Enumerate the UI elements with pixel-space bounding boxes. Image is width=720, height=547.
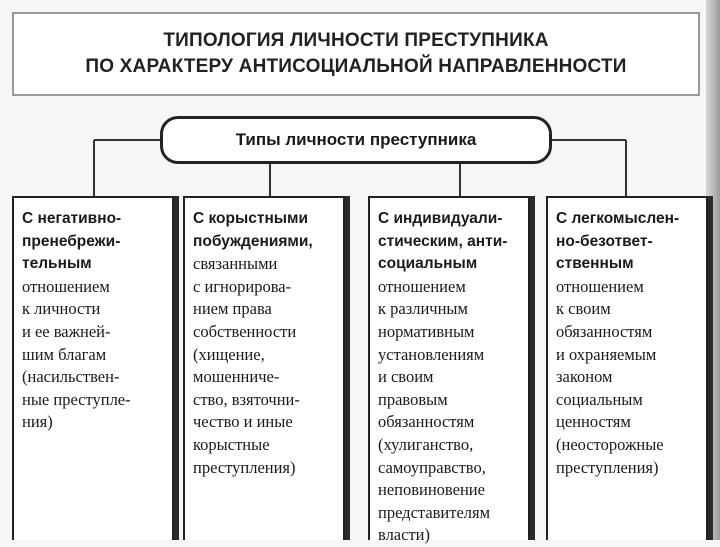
- type-heading-line: но-безответ-: [556, 232, 653, 250]
- type-description-line: связанными: [193, 254, 278, 274]
- type-description-line: правовым: [378, 389, 448, 409]
- type-description-line: нормативным: [378, 321, 475, 341]
- diagram-title-line-2: ПО ХАРАКТЕРУ АНТИСОЦИАЛЬНОЙ НАПРАВЛЕННОСТИ: [85, 56, 627, 77]
- type-heading-line: стическим, анти-: [378, 232, 508, 250]
- type-description-line: нием права: [193, 299, 272, 319]
- type-description-line: и ее важней-: [22, 321, 111, 341]
- type-heading-line: С индивидуали-: [378, 210, 503, 227]
- type-description-line: преступления): [556, 457, 659, 477]
- type-description-line: обязанностям: [556, 321, 653, 341]
- diagram-title-line-1: ТИПОЛОГИЯ ЛИЧНОСТИ ПРЕСТУПНИКА: [163, 30, 549, 51]
- type-description-line: законом: [556, 367, 613, 387]
- type-description-line: к своим: [556, 299, 611, 319]
- type-description-line: самоуправство,: [378, 457, 486, 477]
- type-description-line: (насильствен-: [22, 367, 120, 387]
- type-description-line: ство, взяточни-: [193, 389, 300, 409]
- type-description-line: ные преступле-: [22, 389, 131, 409]
- type-description-line: шим благам: [22, 344, 107, 364]
- type-description-line: социальным: [556, 389, 643, 409]
- type-box-1: [12, 196, 174, 540]
- root-node-label: Типы личности преступника: [235, 130, 477, 149]
- type-heading-line: побуждениями,: [193, 232, 313, 250]
- type-description-line: мошенниче-: [193, 367, 280, 387]
- type-description-line: и охраняемым: [556, 344, 657, 364]
- type-box-3: [368, 196, 530, 545]
- type-description-line: власти): [378, 525, 430, 545]
- root-node-box: [160, 116, 552, 164]
- type-heading-line: пренебрежи-: [22, 232, 121, 250]
- type-description-line: неповиновение: [378, 480, 485, 500]
- type-box-4: [546, 196, 708, 540]
- type-description-line: с игнорирова-: [193, 276, 292, 296]
- type-heading-line: социальным: [378, 255, 478, 273]
- type-heading-line: ственным: [556, 255, 634, 273]
- type-description-line: к личности: [22, 299, 101, 319]
- type-description-line: чество и иные: [193, 412, 293, 432]
- type-description-line: (хулиганство,: [378, 434, 474, 454]
- type-description-line: ния): [22, 412, 53, 432]
- type-description-line: (неосторожные: [556, 434, 664, 454]
- type-description-line: представителям: [378, 502, 491, 522]
- type-description-line: ценностям: [556, 412, 631, 432]
- type-description-line: отношением: [22, 276, 110, 296]
- type-description-line: установлениям: [378, 344, 485, 364]
- type-description-line: обязанностям: [378, 412, 475, 432]
- type-box-2: [183, 196, 345, 540]
- type-heading-line: тельным: [22, 255, 92, 273]
- type-description-line: собственности: [193, 321, 297, 341]
- type-description-line: отношением: [378, 276, 466, 296]
- type-description-line: (хищение,: [193, 344, 265, 364]
- type-heading-line: С негативно-: [22, 210, 122, 227]
- type-heading-line: С корыстными: [193, 210, 309, 227]
- type-description-line: к различным: [378, 299, 468, 319]
- type-description-line: корыстные: [193, 434, 270, 454]
- type-description-line: и своим: [378, 367, 434, 387]
- type-description-line: преступления): [193, 457, 296, 477]
- type-heading-line: С легкомыслен-: [556, 210, 680, 227]
- type-description-line: отношением: [556, 276, 644, 296]
